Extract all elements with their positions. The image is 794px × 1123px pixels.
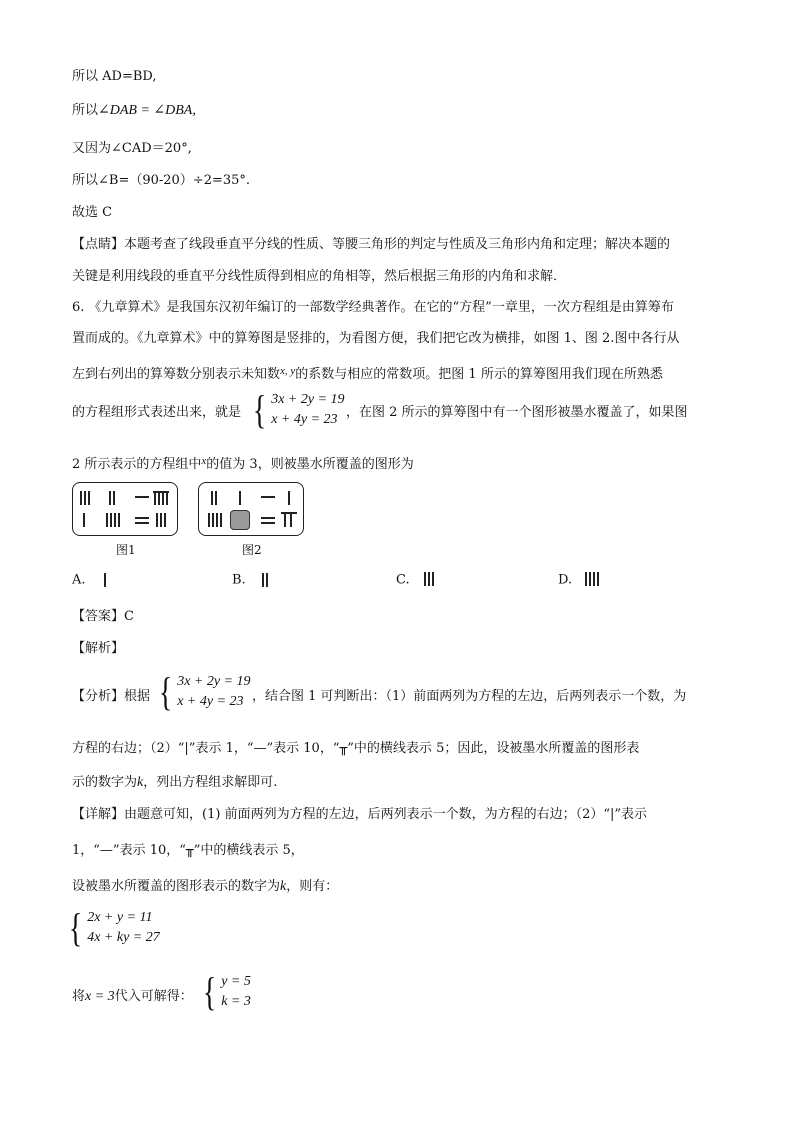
question-line-4-a: 的方程组形式表述出来，就是: [72, 405, 242, 420]
option-c-label: C.: [396, 572, 410, 588]
ink-blot: [230, 510, 250, 530]
figure-1-caption: 图1: [116, 543, 136, 557]
option-a-label: A.: [72, 572, 86, 588]
system-eq-2: x + 4y = 23: [271, 412, 338, 427]
detail-eq-1: 2x + y = 11: [87, 910, 153, 925]
fenxi-text-a: 根据: [124, 689, 151, 704]
fenxi-var-k: k: [137, 775, 144, 790]
comment-tag: 【点睛】: [72, 237, 125, 252]
four-rods-icon: [582, 572, 604, 588]
fenxi-eq-2: x + 4y = 23: [177, 694, 244, 709]
detail-line-3: [72, 878, 338, 896]
detail-x-eq-3: x = 3: [85, 989, 115, 1004]
comment-text-1: 本题考查了线段垂直平分线的性质、等腰三角形的判定与性质及三角形内角和定理；解决本题的: [124, 237, 671, 252]
figure-2-caption: 图2: [242, 543, 262, 557]
question-line-2: 置而成的。《九章算术》中的算筹图是竖排的，为看图方便，我们把它改为横排，如图 1、图 2.图中各行从: [72, 331, 680, 346]
detail-text-1: 由题意可知，(1) 前面两列为方程的左边，后两列表示一个数，为方程的右边；（2）“|”表示: [124, 807, 648, 822]
question-line-3-b: 的系数与相应的常数项。把图 1 所示的算筹图用我们现在所熟悉: [295, 367, 663, 382]
brace-icon: {: [68, 905, 83, 950]
fenxi-line-3-a: 示的数字为: [72, 775, 138, 790]
option-d[interactable]: [558, 572, 604, 588]
detail-line-3-a: 设被墨水所覆盖的图形表示的数字为: [72, 879, 281, 894]
detail-eq-2: 4x + ky = 27: [87, 930, 160, 945]
comment-line-2: 关键是利用线段的垂直平分线性质得到相应的角相等，然后根据三角形的内角和求解．: [72, 269, 567, 284]
question-line-3: [72, 362, 663, 384]
fenxi-line-1-a: [72, 688, 150, 706]
fenxi-text-b: ，结合图 1 可判断出：（1）前面两列为方程的左边，后两列表示一个数，为: [252, 689, 687, 704]
detail-line-4-a: 将: [72, 989, 86, 1004]
analysis-tag: 【解析】: [72, 641, 125, 656]
detail-line-1: [72, 806, 647, 824]
brace-icon: {: [202, 969, 217, 1014]
equation-system-1: [250, 387, 345, 432]
result-eq-2: k = 3: [221, 994, 251, 1009]
fenxi-line-2: 方程的右边；（2）“|”表示 1，“—”表示 10，“╥”中的横线表示 5；因此，设被墨水所覆盖的图形表: [72, 741, 640, 756]
solution-line-angle-b: 所以∠B=（90-20）÷2=35°.: [72, 173, 251, 188]
answer-tag: 【答案】: [72, 609, 125, 624]
option-c[interactable]: [396, 572, 442, 588]
detail-line-2: 1，“—”表示 10，“╥”中的横线表示 5，: [72, 843, 304, 858]
solution-line-angles-prefix: 所以: [72, 103, 99, 118]
two-rods-icon: [256, 572, 278, 588]
one-rod-icon: [96, 572, 118, 588]
fenxi-tag: 【分析】: [72, 689, 125, 704]
detail-tag: 【详解】: [72, 807, 125, 822]
question-line-3-a: 左到右列出的算筹数分别表示未知数: [72, 367, 281, 382]
detail-var-k: k: [280, 879, 287, 894]
option-a[interactable]: [72, 572, 118, 588]
equation-system-4: [200, 969, 251, 1014]
figure-1-counting-rods: [72, 482, 178, 536]
result-eq-1: y = 5: [221, 974, 251, 989]
figure-2-counting-rods: [198, 482, 304, 536]
question-vars: x, y: [280, 365, 296, 377]
detail-line-3-b: ，则有：: [286, 879, 339, 894]
equation-system-2: [156, 669, 251, 714]
system-eq-1: 3x + 2y = 19: [271, 392, 345, 407]
question-line-4-b: ，在图 2 所示的算筹图中有一个图形被墨水覆盖了，如果图: [346, 405, 688, 420]
answer-value: C: [124, 609, 134, 624]
brace-icon: {: [252, 387, 267, 432]
angle-equation: ∠DAB = ∠DBA,: [98, 103, 196, 118]
question-line-1: 6. 《九章算术》是我国东汉初年编订的一部数学经典著作。在它的“方程”一章里，一次方程组是由算筹布: [72, 300, 674, 315]
option-b-label: B.: [232, 572, 246, 588]
equation-system-3: [66, 905, 160, 950]
option-b[interactable]: [232, 572, 278, 588]
comment-line-1: [72, 236, 670, 254]
fenxi-eq-1: 3x + 2y = 19: [177, 674, 251, 689]
brace-icon: {: [158, 669, 173, 714]
solution-choice: 故选 C: [72, 205, 113, 220]
fenxi-line-3: [72, 774, 277, 792]
question-var-x: x: [201, 455, 207, 467]
detail-line-4-b: 代入可解得：: [114, 989, 193, 1004]
question-line-5-b: 的值为 3，则被墨水所覆盖的图形为: [206, 457, 414, 472]
answer-line: [72, 608, 134, 626]
detail-line-4: [72, 988, 193, 1006]
solution-line-ad-bd: 所以 AD=BD,: [72, 69, 157, 84]
option-d-label: D.: [558, 572, 573, 588]
fenxi-line-3-b: ，列出方程组求解即可.: [143, 775, 278, 790]
question-line-5: [72, 452, 414, 474]
solution-line-angles: [72, 102, 196, 120]
question-line-5-a: 2 所示表示的方程组中: [72, 457, 202, 472]
solution-line-cad: 又因为∠CAD＝20°,: [72, 141, 192, 156]
three-rods-icon: [420, 572, 442, 588]
